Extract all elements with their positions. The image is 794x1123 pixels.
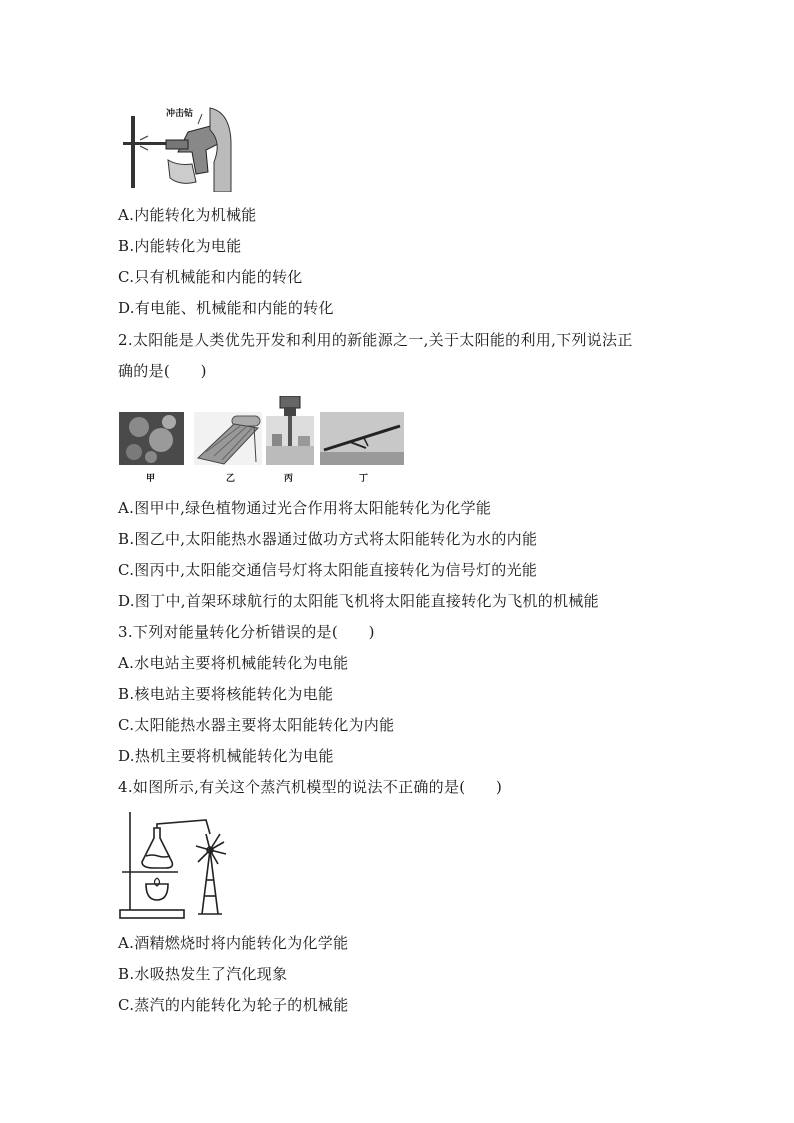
q2-stem-line1: 2.太阳能是人类优先开发和利用的新能源之一,关于太阳能的利用,下列说法正 bbox=[118, 331, 633, 349]
q3-option-d: D.热机主要将机械能转化为电能 bbox=[118, 747, 334, 765]
q2-option-c: C.图丙中,太阳能交通信号灯将太阳能直接转化为信号灯的光能 bbox=[118, 561, 538, 579]
q1-option-a: A.内能转化为机械能 bbox=[118, 206, 257, 224]
photo-yi bbox=[194, 412, 262, 465]
caption-jia: 甲 bbox=[146, 474, 156, 484]
q3-option-b: B.核电站主要将核能转化为电能 bbox=[118, 685, 334, 703]
photo-ding bbox=[320, 412, 404, 465]
q2-option-b: B.图乙中,太阳能热水器通过做功方式将太阳能转化为水的内能 bbox=[118, 530, 538, 548]
photo-jia bbox=[119, 412, 184, 465]
q2-option-a: A.图甲中,绿色植物通过光合作用将太阳能转化为化学能 bbox=[118, 499, 492, 517]
q4-option-c: C.蒸汽的内能转化为轮子的机械能 bbox=[118, 996, 349, 1014]
q1-option-b: B.内能转化为电能 bbox=[118, 237, 242, 255]
steam-engine-figure bbox=[118, 810, 248, 922]
q2-option-d: D.图丁中,首架环球航行的太阳能飞机将太阳能直接转化为飞机的机械能 bbox=[118, 592, 599, 610]
q4-option-a: A.酒精燃烧时将内能转化为化学能 bbox=[118, 934, 349, 952]
q3-option-c: C.太阳能热水器主要将太阳能转化为内能 bbox=[118, 716, 395, 734]
caption-ding: 丁 bbox=[359, 474, 369, 484]
solar-water-heater-photo bbox=[194, 412, 262, 465]
impact-drill-figure bbox=[118, 102, 232, 192]
caption-bing: 丙 bbox=[284, 474, 294, 484]
photo-bing bbox=[266, 396, 314, 465]
steam-engine-illustration bbox=[118, 810, 248, 922]
q4-stem: 4.如图所示,有关这个蒸汽机模型的说法不正确的是( ) bbox=[118, 778, 503, 796]
q2-stem-line2: 确的是( ) bbox=[118, 362, 207, 380]
q1-option-c: C.只有机械能和内能的转化 bbox=[118, 268, 303, 286]
q3-option-a: A.水电站主要将机械能转化为电能 bbox=[118, 654, 349, 672]
plant-leaves-photo bbox=[119, 412, 184, 465]
solar-airplane-photo bbox=[320, 412, 404, 465]
q1-option-d: D.有电能、机械能和内能的转化 bbox=[118, 299, 334, 317]
solar-traffic-light-photo bbox=[266, 396, 314, 465]
q3-stem: 3.下列对能量转化分析错误的是( ) bbox=[118, 623, 375, 641]
caption-yi: 乙 bbox=[226, 474, 236, 484]
impact-drill-label: 冲击钻 bbox=[166, 109, 194, 119]
q4-option-b: B.水吸热发生了汽化现象 bbox=[118, 965, 288, 983]
